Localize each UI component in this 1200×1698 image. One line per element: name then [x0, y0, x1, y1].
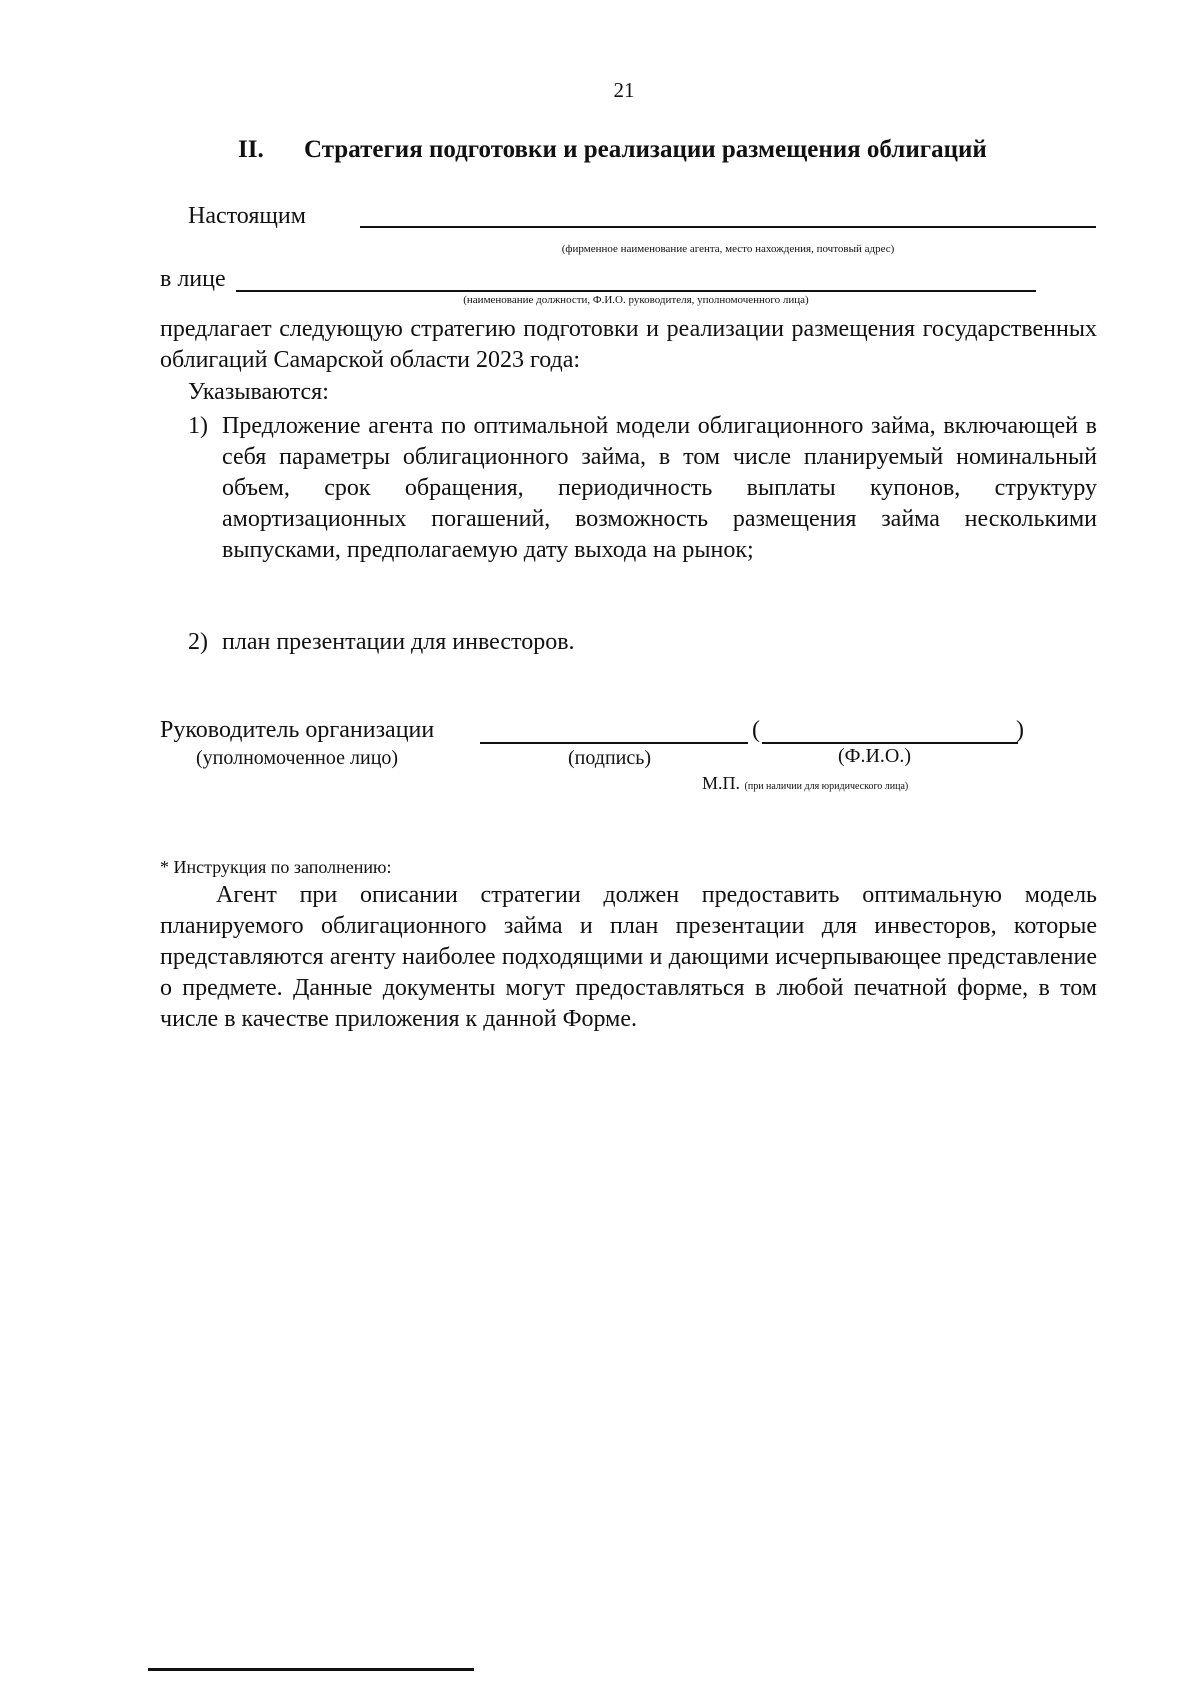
section-title-text: Стратегия подготовки и реализации размещения облигаций	[304, 136, 987, 163]
signature-close-paren: )	[1016, 717, 1024, 743]
signature-label: Руководитель организации	[160, 717, 435, 743]
form-line2-blank[interactable]	[236, 290, 1036, 292]
stamp-note: (при наличии для юридического лица)	[744, 781, 909, 792]
form-line1-blank[interactable]	[360, 226, 1096, 228]
form-line2-label: в лице	[160, 266, 226, 292]
signature-blank[interactable]	[480, 742, 748, 744]
intro-paragraph: предлагает следующую стратегию подготовки и реализации размещения государственных облигаций Самарской области 2023 года:	[160, 316, 1097, 373]
stamp-mark	[702, 773, 908, 794]
caption-name: (Ф.И.О.)	[838, 745, 912, 767]
caption-person: (уполномоченное лицо)	[196, 747, 399, 769]
footer-rule	[148, 1668, 474, 1671]
indicated-label: Указываются:	[188, 379, 329, 405]
form-line2-caption: (наименование должности, Ф.И.О. руководителя, уполномоченного лица)	[463, 294, 809, 306]
list-item-text: Предложение агента по оптимальной модели облигационного займа, включающей в себя параметры облигационного займа, в том числе планируемый номинальный объем, срок обращения, периодичность выплаты купонов, структуру амортизационных погашений, возможность размещения займа несколькими выпусками, предполагаемую дату выхода на рынок;	[222, 413, 1097, 563]
instruction-title: * Инструкция по заполнению:	[160, 857, 392, 877]
list-item-marker: 1)	[188, 413, 208, 439]
section-number: II.	[238, 136, 264, 163]
caption-signature: (подпись)	[568, 747, 652, 769]
form-line1-label: Настоящим	[188, 203, 306, 229]
instruction-paragraph: Агент при описании стратегии должен предоставить оптимальную модель планируемого облигационного займа и план презентации для инвесторов, которые представляются агенту наиболее подходящими и дающими исчерпывающее представление о предмете. Данные документы могут предоставляться в любой печатной форме, в том числе в качестве приложения к данной Форме.	[160, 882, 1097, 1032]
list-item-marker: 2)	[188, 629, 208, 655]
section-title	[238, 136, 987, 164]
form-line1-caption: (фирменное наименование агента, место нахождения, почтовый адрес)	[561, 243, 895, 255]
list-item	[188, 411, 1097, 566]
page-number: 21	[613, 78, 635, 102]
list-item-text: план презентации для инвесторов.	[222, 629, 575, 655]
list-item	[188, 627, 1097, 658]
name-blank[interactable]	[762, 742, 1018, 744]
stamp-label: М.П.	[702, 773, 741, 793]
signature-open-paren: (	[752, 717, 760, 743]
